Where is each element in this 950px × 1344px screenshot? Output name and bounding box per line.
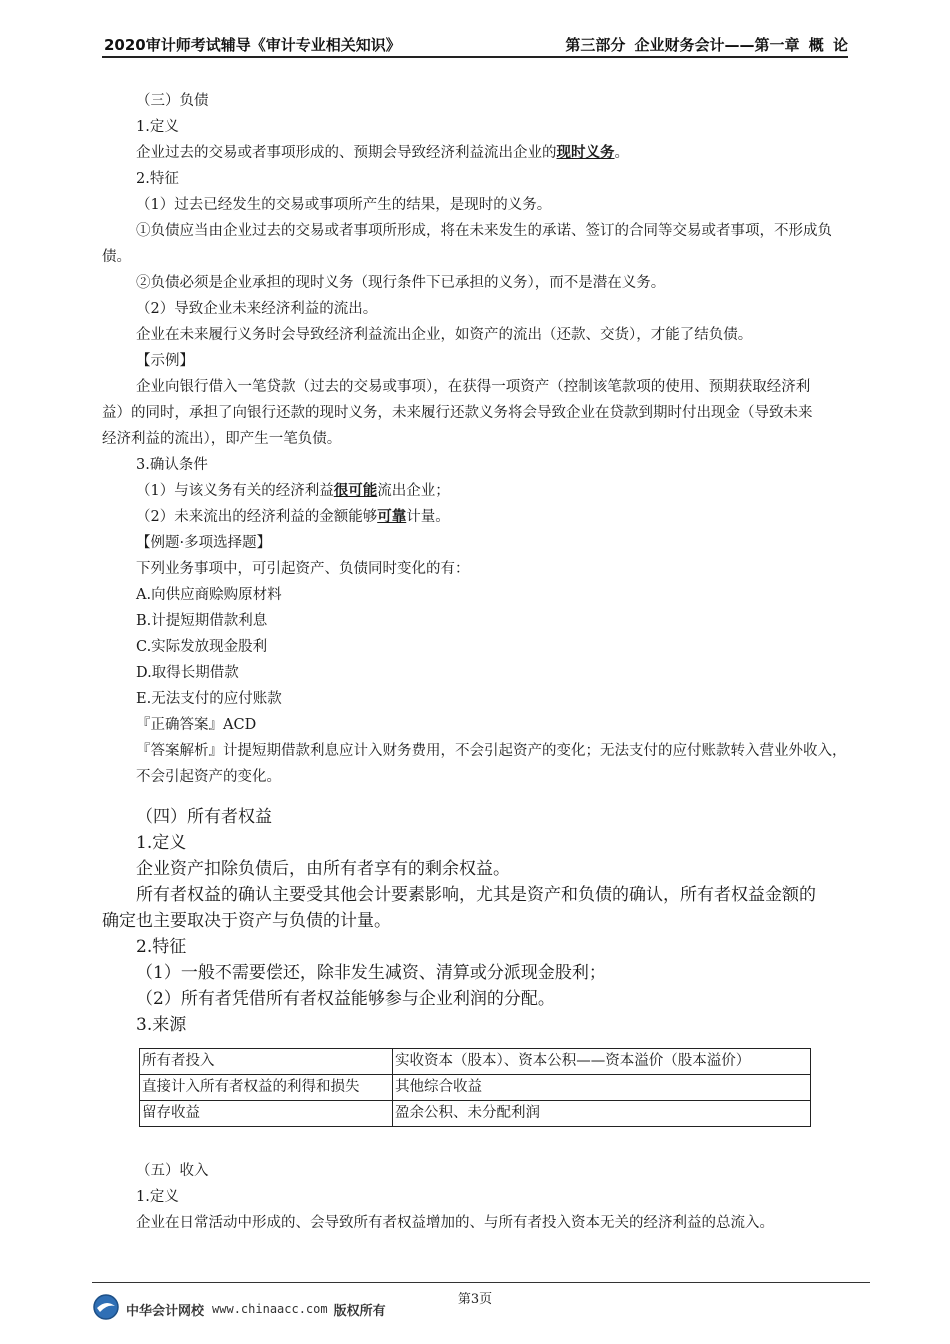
liabilities-def-title: 1.定义 [136,119,179,135]
liabilities-feat2-text: 企业在未来履行义务时会导致经济利益流出企业，如资产的流出（还款、交货），才能了结负债。 [136,327,753,343]
liabilities-feat1: （1）过去已经发生的交易或事项所产生的结果，是现时的义务。 [136,197,552,213]
table-cell: 留存收益 [140,1101,393,1127]
liabilities-cond-title: 3.确认条件 [136,457,208,473]
table-cell: 所有者投入 [140,1049,393,1075]
page-header [102,34,848,58]
copyright-text: 版权所有 [333,1303,386,1319]
revenue-def-title: 1.定义 [136,1189,179,1205]
equity-def-title: 1.定义 [136,833,187,853]
footer-divider [92,1282,870,1283]
liabilities-feat-title: 2.特征 [136,171,179,187]
table-cell: 直接计入所有者权益的利得和损失 [140,1075,393,1101]
quiz-option: E.无法支付的应付账款 [136,691,282,707]
header-chapter-title: 第三部分 企业财务会计——第一章 概 论 [565,36,848,54]
quiz-option: A.向供应商赊购原材料 [136,587,282,603]
header-book-title: 2020审计师考试辅导《审计专业相关知识》 [104,36,401,54]
equity-feat-title: 2.特征 [136,937,187,957]
emphasis-probable: 很可能 [333,482,378,499]
example-label: 【示例】 [136,353,194,369]
emphasis-present-obligation: 现时义务 [556,144,615,161]
footer-logo [92,1292,386,1326]
equity-source-title: 3.来源 [136,1015,187,1035]
equity-def-text2: 所有者权益的确认主要受其他会计要素影响，尤其是资产和负债的确认，所有者权益金额的确定也主要取决于资产与负债的计量。 [102,885,816,931]
table-row [140,1101,811,1127]
table-cell: 其他综合收益 [393,1075,811,1101]
quiz-analysis: 『答案解析』计提短期借款利息应计入财务费用，不会引起资产的变化；无法支付的应付账款转入营业外收入，不会引起资产的变化。 [136,743,847,785]
liabilities-def-text: 企业过去的交易或者事项形成的、预期会导致经济利益流出企业的现时义务。 [136,144,629,161]
equity-source-table [139,1048,811,1127]
table-cell: 实收资本（股本）、资本公积——资本溢价（股本溢价） [393,1049,811,1075]
page-number: 第3页 [457,1292,493,1307]
revenue-section [136,1158,858,1236]
liabilities-cond2: （2）未来流出的经济利益的金额能够可靠计量。 [136,508,450,525]
quiz-answer: 『正确答案』ACD [136,717,257,733]
site-url[interactable]: www.chinaacc.com [212,1302,328,1316]
table-row [140,1049,811,1075]
globe-logo-icon [92,1293,120,1325]
quiz-question: 下列业务事项中，可引起资产、负债同时变化的有： [136,561,470,577]
liabilities-feat1a: ①负债应当由企业过去的交易或者事项所形成，将在未来发生的承诺、签订的合同等交易或者事项，不形成负债。 [102,223,832,265]
emphasis-reliable: 可靠 [377,508,407,525]
table-row [140,1075,811,1101]
liabilities-feat2: （2）导致企业未来经济利益的流出。 [136,301,378,317]
quiz-option: B.计提短期借款利息 [136,613,268,629]
table-cell: 盈余公积、未分配利润 [393,1101,811,1127]
quiz-option: C.实际发放现金股利 [136,639,268,655]
example-text: 企业向银行借入一笔贷款（过去的交易或事项），在获得一项资产（控制该笔款项的使用、预期获取经济利益）的同时，承担了向银行还款的现时义务，未来履行还款义务将会导致企业在贷款到期时付出现金（导致未来经济利益的流出），即产生一笔负债。 [102,379,813,447]
quiz-option: D.取得长期借款 [136,665,239,681]
quiz-label: 【例题·多项选择题】 [136,535,272,551]
section-heading-equity: （四）所有者权益 [136,807,272,827]
section-heading-liabilities: （三）负债 [136,93,209,109]
liabilities-feat1b: ②负债必须是企业承担的现时义务（现行条件下已承担的义务），而不是潜在义务。 [136,275,666,291]
revenue-def-text: 企业在日常活动中形成的、会导致所有者权益增加的、与所有者投入资本无关的经济利益的总流入。 [136,1215,774,1231]
equity-feat1: （1）一般不需要偿还，除非发生减资、清算或分派现金股利； [136,963,606,983]
section-heading-revenue: （五）收入 [136,1163,209,1179]
page-content [102,88,858,1038]
equity-def-text: 企业资产扣除负债后，由所有者享有的剩余权益。 [136,859,510,879]
liabilities-cond1: （1）与该义务有关的经济利益很可能流出企业； [136,482,450,499]
equity-feat2: （2）所有者凭借所有者权益能够参与企业利润的分配。 [136,989,555,1009]
brand-name: 中华会计网校 [126,1303,205,1319]
